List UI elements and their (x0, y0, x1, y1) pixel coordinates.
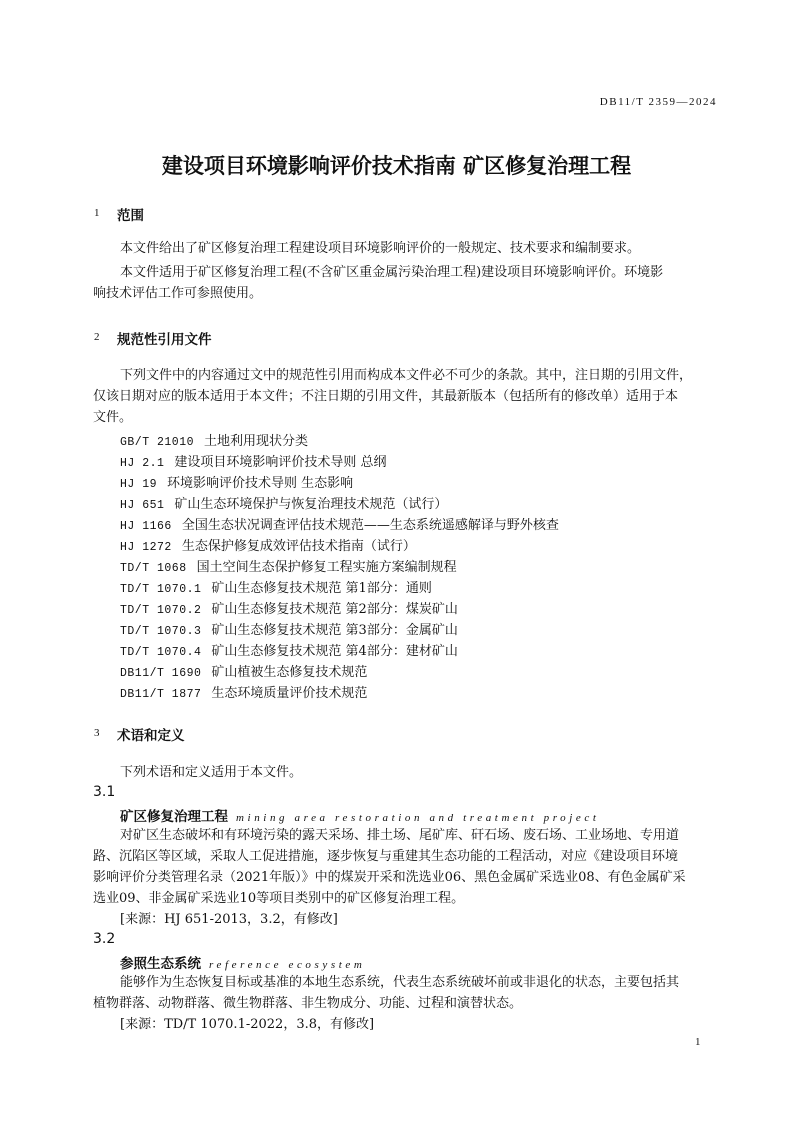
reference-title: 矿山生态修复技术规范 第2部分：煤炭矿山 (211, 602, 458, 617)
terms-intro: 下列术语和定义适用于本文件。 (120, 765, 303, 780)
reference-code: TD/T 1070.3 (120, 625, 202, 638)
refs-intro-line-3: 文件。 (93, 410, 133, 425)
term-3-2-number: 3.2 (93, 931, 116, 947)
reference-title: 建设项目环境影响评价技术导则 总纲 (174, 455, 387, 470)
refs-intro-line-2: 仅该日期对应的版本适用于本文件；不注日期的引用文件，其最新版本（包括所有的修改单）适用于本 (93, 389, 679, 404)
reference-title: 土地利用现状分类 (204, 434, 309, 449)
reference-item (120, 661, 367, 680)
reference-title: 全国生态状况调查评估技术规范——生态系统遥感解译与野外核查 (181, 518, 559, 533)
reference-title: 矿山生态修复技术规范 第4部分：建材矿山 (211, 644, 458, 659)
term-3-1-definition-line-1: 对矿区生态破坏和有环境污染的露天采场、排土场、尾矿库、矸石场、废石场、工业场地、专用道 (120, 828, 680, 843)
reference-item (120, 535, 416, 554)
scope-paragraph-2-line-1: 本文件适用于矿区修复治理工程(不含矿区重金属污染治理工程)建设项目环境影响评价。环境影 (120, 265, 664, 280)
reference-title: 生态保护修复成效评估技术指南（试行） (181, 539, 416, 554)
section-2-number: 2 (94, 331, 100, 343)
term-3-2-chinese: 参照生态系统 (120, 956, 201, 972)
section-1-title: 范围 (117, 208, 144, 224)
section-3-number: 3 (94, 727, 100, 739)
reference-item (120, 682, 367, 701)
reference-item (120, 472, 353, 491)
reference-code: DB11/T 1690 (120, 667, 202, 680)
scope-paragraph-1: 本文件给出了矿区修复治理工程建设项目环境影响评价的一般规定、技术要求和编制要求。 (120, 241, 641, 256)
refs-intro-line-1: 下列文件中的内容通过文中的规范性引用而构成本文件必不可少的条款。其中，注日期的引用文件， (120, 368, 693, 383)
reference-item (120, 598, 458, 617)
reference-code: TD/T 1070.2 (120, 604, 202, 617)
section-2-title: 规范性引用文件 (117, 332, 212, 348)
reference-code: GB/T 21010 (120, 436, 195, 449)
term-3-2-definition-line-2: 植物群落、动物群落、微生物群落、非生物成分、功能、过程和演替状态。 (93, 996, 523, 1011)
term-3-1-definition-line-4: 选业09、非金属矿采选业10等项目类别中的矿区修复治理工程。 (93, 891, 465, 906)
reference-item (120, 514, 559, 533)
reference-code: TD/T 1070.4 (120, 646, 202, 659)
term-3-1-definition-line-3: 影响评价分类管理名录（2021年版）》中的煤炭开采和洗选业06、黑色金属矿采选业08、有色金属矿采 (93, 870, 686, 885)
reference-code: HJ 651 (120, 499, 165, 512)
reference-item (120, 640, 458, 659)
reference-title: 矿山生态环境保护与恢复治理技术规范（试行） (174, 497, 448, 512)
term-3-1-english: mining area restoration and treatment project (236, 812, 600, 824)
reference-title: 矿山生态修复技术规范 第3部分：金属矿山 (211, 623, 458, 638)
term-3-1-heading (120, 805, 600, 825)
reference-code: HJ 1166 (120, 520, 172, 533)
reference-code: TD/T 1070.1 (120, 583, 202, 596)
reference-code: TD/T 1068 (120, 562, 187, 575)
reference-item (120, 577, 432, 596)
term-3-2-english: reference ecosystem (209, 959, 366, 971)
term-3-1-source: [来源：HJ 651-2013，3.2，有修改] (120, 912, 338, 927)
term-3-1-number: 3.1 (93, 784, 116, 800)
section-3-title: 术语和定义 (117, 728, 185, 744)
reference-title: 矿山植被生态修复技术规范 (211, 665, 368, 680)
reference-title: 矿山生态修复技术规范 第1部分：通则 (211, 581, 432, 596)
term-3-2-heading (120, 952, 365, 972)
reference-item (120, 619, 458, 638)
reference-title: 国土空间生态保护修复工程实施方案编制规程 (196, 560, 457, 575)
section-1-number: 1 (94, 207, 100, 219)
reference-item (120, 556, 457, 575)
term-3-1-definition-line-2: 路、沉陷区等区域，采取人工促进措施，逐步恢复与重建其生态功能的工程活动，对应《建设项目环境 (93, 849, 679, 864)
reference-title: 生态环境质量评价技术规范 (211, 686, 368, 701)
reference-code: HJ 2.1 (120, 457, 165, 470)
page-title: 建设项目环境影响评价技术指南 矿区修复治理工程 (161, 154, 632, 178)
term-3-2-source: [来源：TD/T 1070.1-2022，3.8，有修改] (120, 1017, 375, 1032)
term-3-1-chinese: 矿区修复治理工程 (120, 809, 228, 825)
reference-code: HJ 1272 (120, 541, 172, 554)
scope-paragraph-2-line-2: 响技术评估工作可参照使用。 (93, 286, 263, 301)
reference-item (120, 430, 308, 449)
doc-number: DB11/T 2359—2024 (599, 96, 717, 108)
page-number: 1 (695, 1036, 701, 1048)
reference-item (120, 493, 447, 512)
reference-title: 环境影响评价技术导则 生态影响 (167, 476, 354, 491)
reference-code: HJ 19 (120, 478, 158, 491)
reference-code: DB11/T 1877 (120, 688, 202, 701)
reference-item (120, 451, 387, 470)
term-3-2-definition-line-1: 能够作为生态恢复目标或基准的本地生态系统，代表生态系统破坏前或非退化的状态，主要包括其 (120, 975, 680, 990)
